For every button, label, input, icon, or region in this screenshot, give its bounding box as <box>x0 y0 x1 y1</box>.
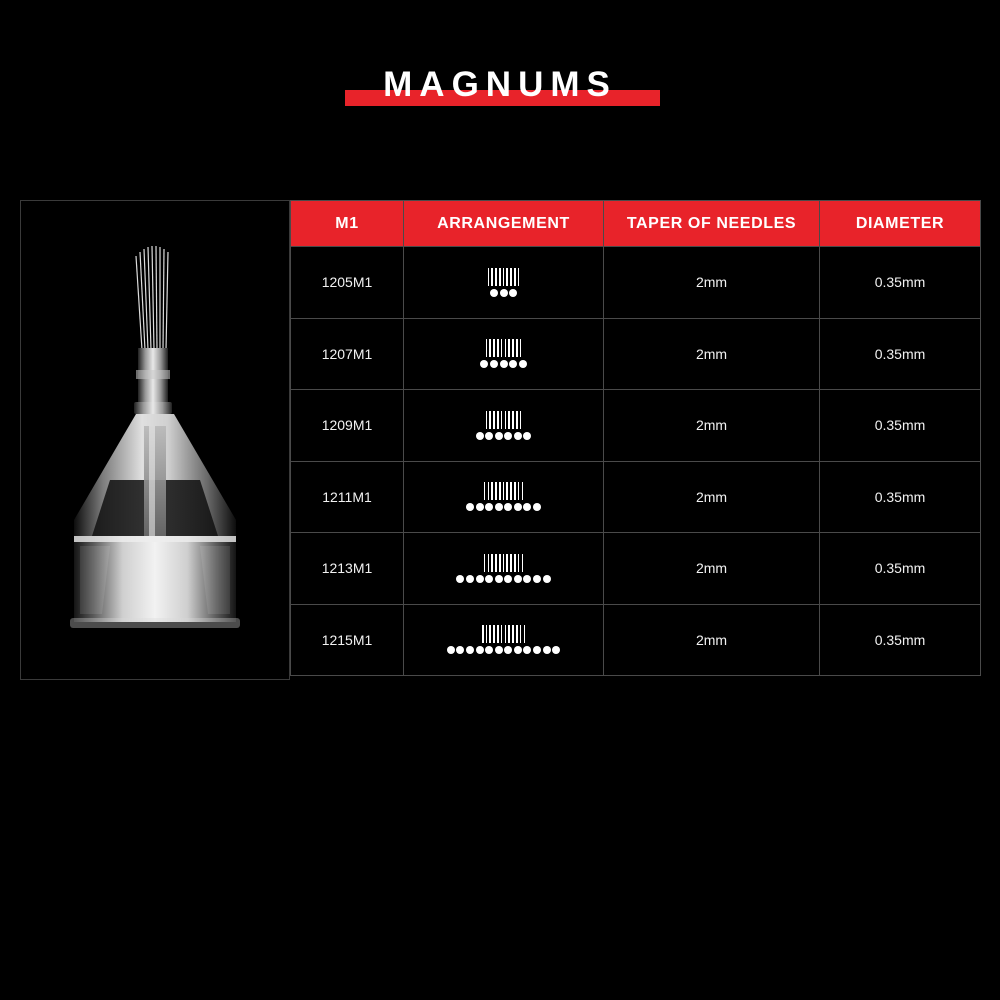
needle-arrangement-icon <box>404 247 603 318</box>
cell-code: 1213M1 <box>291 533 404 605</box>
needle-dots <box>447 646 561 654</box>
needle-dots <box>466 503 541 511</box>
page-title: MAGNUMS <box>383 65 617 104</box>
needle-arrangement-icon <box>404 605 603 676</box>
cell-diameter: 0.35mm <box>820 604 981 676</box>
table-row <box>291 461 981 533</box>
needle-lines <box>484 482 523 500</box>
cell-taper: 2mm <box>604 318 820 390</box>
cell-taper: 2mm <box>604 461 820 533</box>
needle-arrangement-icon <box>404 390 603 461</box>
cell-arrangement <box>404 533 604 605</box>
cell-arrangement <box>404 604 604 676</box>
needle-lines <box>486 411 522 429</box>
table-row <box>291 604 981 676</box>
cell-code: 1205M1 <box>291 247 404 319</box>
needle-dots <box>476 432 532 440</box>
cell-taper: 2mm <box>604 604 820 676</box>
cell-diameter: 0.35mm <box>820 247 981 319</box>
needle-lines <box>482 625 525 643</box>
table-row <box>291 318 981 390</box>
cell-code: 1211M1 <box>291 461 404 533</box>
needle-arrangement-icon <box>404 462 603 533</box>
table-row <box>291 390 981 462</box>
needle-arrangement-icon <box>404 533 603 604</box>
cell-diameter: 0.35mm <box>820 318 981 390</box>
cell-code: 1207M1 <box>291 318 404 390</box>
cell-taper: 2mm <box>604 247 820 319</box>
needle-dots <box>456 575 550 583</box>
cell-diameter: 0.35mm <box>820 533 981 605</box>
cell-arrangement <box>404 247 604 319</box>
cell-arrangement <box>404 318 604 390</box>
header-diameter: DIAMETER <box>820 201 981 247</box>
needle-arrangement-icon <box>404 319 603 390</box>
header-arrangement: ARRANGEMENT <box>404 201 604 247</box>
needle-dots <box>480 360 526 368</box>
needle-lines <box>484 554 523 572</box>
specs-table <box>290 200 981 676</box>
needle-lines <box>486 339 522 357</box>
table-body <box>291 247 981 676</box>
product-image-panel <box>20 200 290 680</box>
table-row <box>291 533 981 605</box>
cell-arrangement <box>404 461 604 533</box>
needle-lines <box>488 268 520 286</box>
cell-diameter: 0.35mm <box>820 461 981 533</box>
cell-code: 1215M1 <box>291 604 404 676</box>
cell-taper: 2mm <box>604 533 820 605</box>
needle-dots <box>490 289 517 297</box>
table-row <box>291 247 981 319</box>
page-title-block <box>0 62 1000 122</box>
cell-arrangement <box>404 390 604 462</box>
cell-code: 1209M1 <box>291 390 404 462</box>
cell-taper: 2mm <box>604 390 820 462</box>
table-header-row <box>291 201 981 247</box>
header-m1: M1 <box>291 201 404 247</box>
tattoo-cartridge-needle-image <box>40 230 270 650</box>
header-taper: TAPER OF NEEDLES <box>604 201 820 247</box>
cell-diameter: 0.35mm <box>820 390 981 462</box>
